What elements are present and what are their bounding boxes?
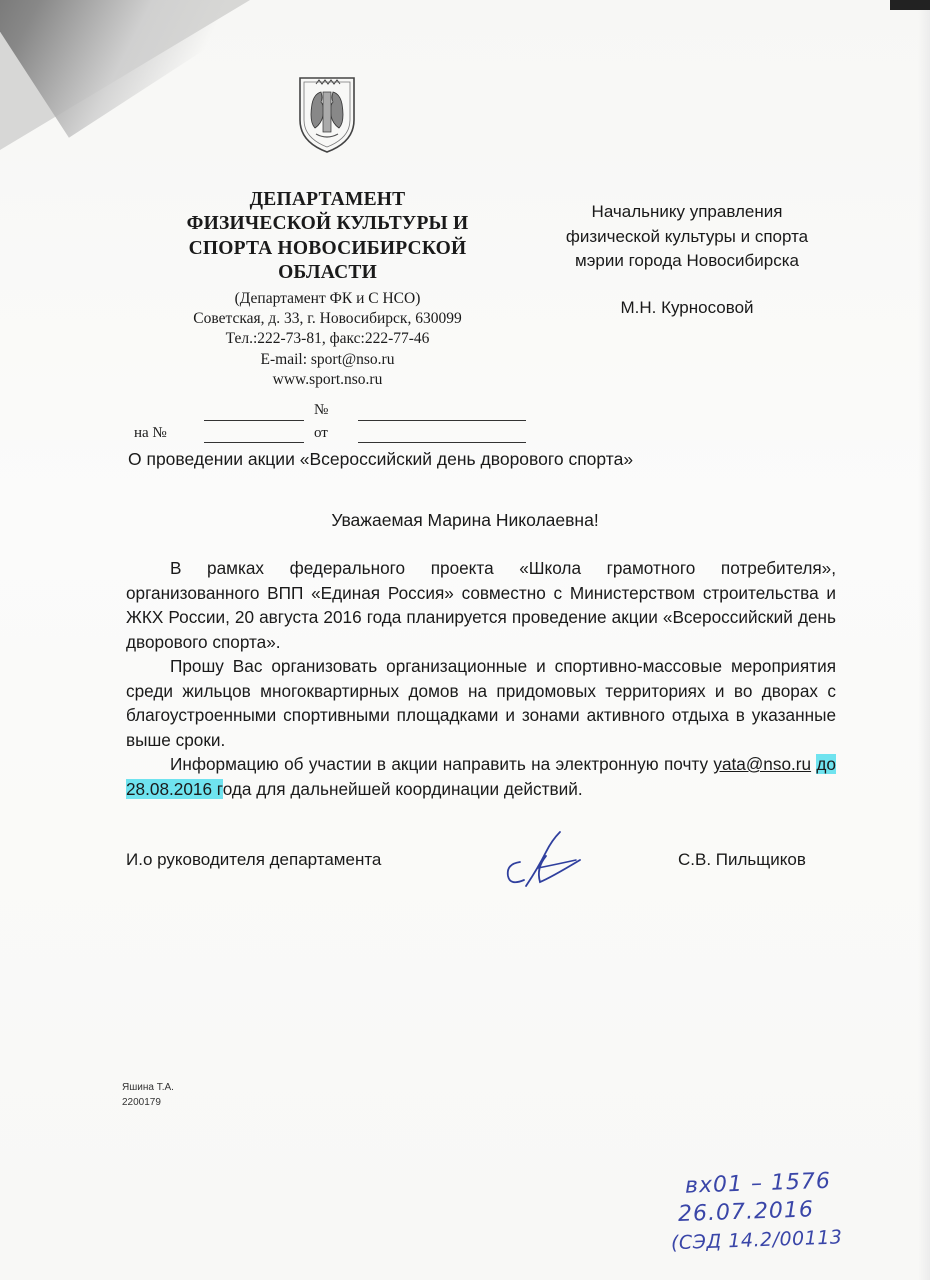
ref-number-line — [204, 442, 304, 443]
department-name-line: СПОРТА НОВОСИБИРСКОЙ — [188, 237, 467, 259]
incoming-registration-note — [669, 1167, 862, 1258]
department-name-line: ДЕПАРТАМЕНТ — [249, 189, 406, 210]
coat-of-arms-icon — [296, 74, 358, 154]
page-edge — [918, 0, 930, 1280]
executor-phone: 2200179 — [122, 1097, 161, 1108]
body-text: ода для дальнейшей координации действий. — [222, 778, 583, 799]
addressee-line: Начальнику управления — [591, 202, 783, 221]
outgoing-date-line — [204, 420, 304, 421]
date-label: от — [314, 425, 328, 441]
department-name — [150, 188, 505, 286]
incoming-sed-number: (СЭД 14.2/00113 — [670, 1226, 843, 1255]
highlighted-deadline: до 28.08.2016 г — [126, 754, 836, 799]
signatory-name: С.В. Пильщиков — [678, 850, 806, 869]
ref-label: на № — [134, 425, 167, 441]
scan-corner — [890, 0, 930, 10]
handwritten-signature — [498, 828, 598, 898]
department-short-name: (Департамент ФК и С НСО) — [234, 289, 421, 307]
outgoing-number-line — [358, 420, 526, 421]
department-header — [150, 188, 505, 391]
addressee-line: физической культуры и спорта — [565, 226, 809, 246]
number-label: № — [314, 402, 329, 418]
department-phone: Тел.:222-73-81, факс:222-77-46 — [225, 330, 430, 348]
body-paragraph — [126, 752, 836, 801]
ref-date-line — [358, 442, 526, 443]
addressee-block — [522, 200, 852, 321]
department-email: E-mail: sport@nso.ru — [260, 350, 395, 368]
department-name-line: ОБЛАСТИ — [278, 262, 377, 284]
letter-body — [126, 556, 836, 801]
executor-name: Яшина Т.А. — [122, 1082, 174, 1093]
letter-subject: О проведении акции «Всероссийский день дворового спорта» — [128, 449, 634, 469]
greeting: Уважаемая Марина Николаевна! — [331, 510, 599, 530]
department-website: www.sport.nso.ru — [272, 371, 383, 389]
body-text: Информацию об участии в акции направить на электронную почту — [170, 754, 714, 774]
email-link[interactable]: yata@nso.ru — [713, 754, 812, 774]
signatory-role: И.о руководителя департамента — [126, 850, 382, 869]
addressee-line: мэрии города Новосибирска — [575, 251, 799, 271]
department-address: Советская, д. 33, г. Новосибирск, 630099 — [193, 309, 462, 327]
addressee-name: М.Н. Курносовой — [620, 297, 754, 317]
body-paragraph: В рамках федерального проекта «Школа грамотного потребителя», организованного ВПП «Единая Россия» совместно с Министерством строительства и ЖКХ России, 20 августа 2016 года планируется проведение акции «Всероссийский день дворового спорта». — [126, 558, 836, 652]
executor-info — [122, 1080, 174, 1110]
incoming-number: вх01 – 1576 — [684, 1168, 832, 1199]
department-name-line: ФИЗИЧЕСКОЙ КУЛЬТУРЫ И — [186, 213, 469, 235]
incoming-date: 26.07.2016 — [677, 1197, 815, 1228]
body-paragraph: Прошу Вас организовать организационные и спортивно-массовые мероприятия среди жильцов многоквартирных домов на придомовых территориях и во дворах с благоустроенными спортивными площадками и зонами активного отдыха в указанные выше сроки. — [126, 656, 836, 750]
